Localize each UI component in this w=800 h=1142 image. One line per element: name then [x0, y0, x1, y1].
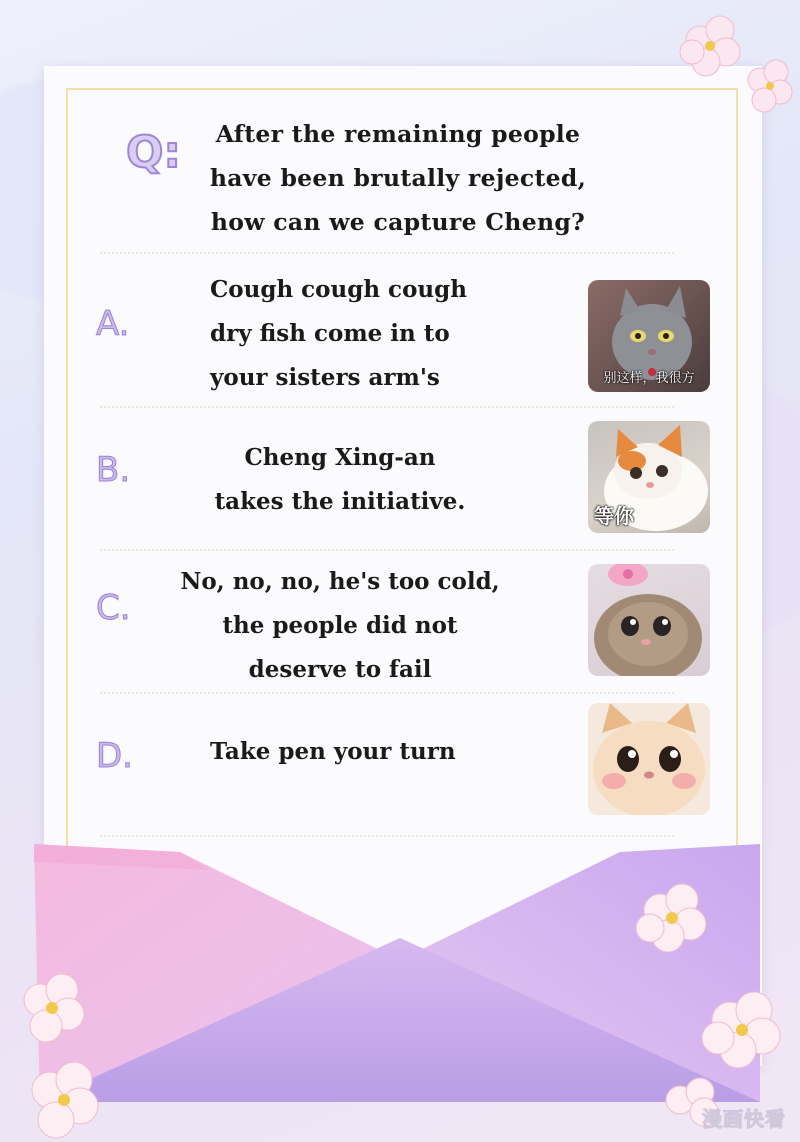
- divider: [100, 406, 674, 408]
- option-a-letter: A.: [96, 304, 130, 344]
- blushing-cat-image: [588, 703, 710, 815]
- cherry-blossom-decoration: [620, 870, 800, 1142]
- orange-cat-meme: [588, 421, 710, 533]
- blushing-cat-meme: [588, 703, 710, 815]
- meme-caption: 等你: [594, 504, 634, 528]
- divider: [100, 835, 674, 837]
- option-a-text[interactable]: Cough cough cough dry fish come in to your sisters arm's: [210, 276, 467, 391]
- option-c-text[interactable]: No, no, no, he's too cold, the people did not deserve to fail: [180, 568, 500, 683]
- option-b-text[interactable]: Cheng Xing-an takes the initiative.: [214, 444, 466, 515]
- divider: [100, 252, 674, 254]
- grey-cat-meme: [588, 280, 710, 392]
- option-b-letter: B.: [96, 450, 131, 490]
- question-marker: Q:: [126, 127, 181, 178]
- option-d-letter: D.: [96, 736, 133, 776]
- cherry-blossom-decoration: [0, 960, 170, 1142]
- meme-caption: 别这样，我很方: [603, 371, 695, 386]
- watermark-logo: 漫画快看: [702, 1107, 786, 1131]
- divider: [100, 549, 674, 551]
- divider: [100, 692, 674, 694]
- option-c-letter: C.: [96, 588, 131, 628]
- option-d-text[interactable]: Take pen your turn: [210, 738, 456, 765]
- question-text: After the remaining people have been brutally rejected, how can we capture Cheng?: [209, 120, 587, 236]
- sad-tabby-cat-meme: [588, 564, 710, 676]
- cherry-blossom-decoration: [640, 0, 800, 140]
- sad-cat-image: [588, 564, 710, 676]
